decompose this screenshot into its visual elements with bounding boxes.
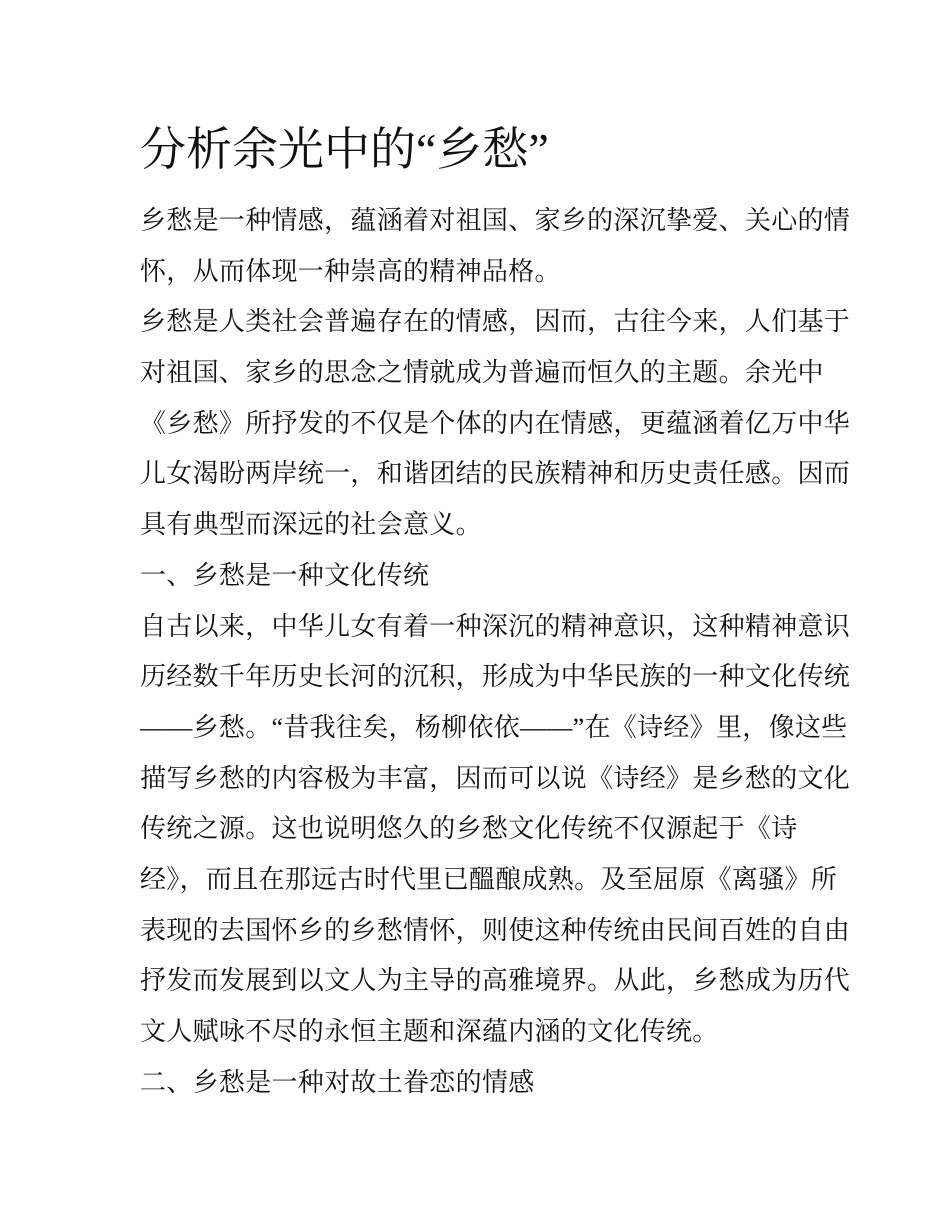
text-line: 经》，而且在那远古时代里已醞酿成熟。及至屈原《离骚》所 — [140, 864, 838, 894]
text-line: ——乡愁。“昔我往矣，杨柳依依——”在《诗经》里，像这些 — [140, 712, 848, 742]
section-heading: 一、乡愁是一种文化传统 — [140, 560, 430, 590]
text-line: 表现的去国怀乡的乡愁情怀，则使这种传统由民间百姓的自由 — [140, 915, 851, 945]
text-line: 《乡愁》所抒发的不仅是个体的内在情感，更蕴涵着亿万中华 — [140, 408, 851, 438]
text-line: 描写乡愁的内容极为丰富，因而可以说《诗经》是乡愁的文化 — [140, 763, 851, 793]
text-line: 传统之源。这也说明悠久的乡愁文化传统不仅源起于《诗 — [140, 814, 798, 844]
text-line: 乡愁是人类社会普遍存在的情感，因而，古往今来，人们基于 — [140, 307, 851, 337]
text-line: 具有典型而深远的社会意义。 — [140, 510, 482, 540]
text-line: 历经数千年历史长河的沉积，形成为中华民族的一种文化传统 — [140, 662, 851, 692]
document-title: 分析余光中的“乡愁” — [140, 124, 549, 175]
text-line: 文人赋咏不尽的永恒主题和深蕴内涵的文化传统。 — [140, 1017, 719, 1046]
text-line: 对祖国、家乡的思念之情就成为普遍而恒久的主题。余光中 — [140, 358, 824, 388]
document-body — [140, 196, 851, 1108]
text-line: 乡愁是一种情感，蕴涵着对祖国、家乡的深沉挚爱、关心的情 — [140, 206, 851, 235]
text-line: 儿女渴盼两岸统一，和谐团结的民族精神和历史责任感。因而 — [140, 459, 851, 489]
text-line: 抒发而发展到以文人为主导的高雅境界。从此，乡愁成为历代 — [140, 966, 851, 996]
text-line: 自古以来，中华儿女有着一种深沉的精神意识，这种精神意识 — [140, 611, 851, 641]
text-line: 怀，从而体现一种崇高的精神品格。 — [140, 256, 561, 286]
section-heading: 二、乡愁是一种对故土眷恋的情感 — [140, 1067, 535, 1097]
